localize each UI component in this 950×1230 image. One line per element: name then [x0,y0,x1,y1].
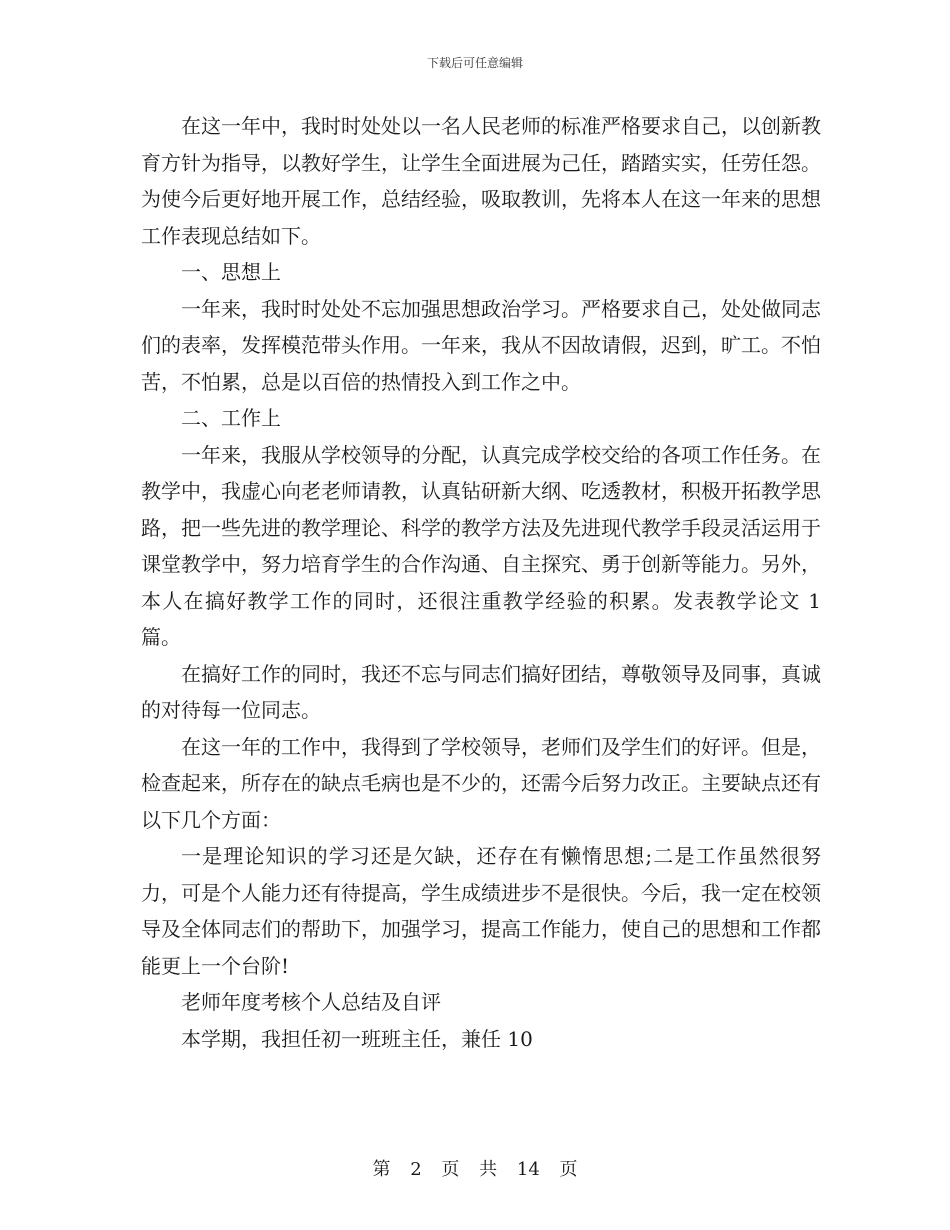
paragraph-thought: 一年来，我时时处处不忘加强思想政治学习。严格要求自己，处处做同志们的表率，发挥模范带头作用。一年来，我从不因故请假，迟到，旷工。不怕苦，不怕累，总是以百倍的热情投入到工作之中。 [141,296,821,394]
page-label-suffix: 页 [559,1159,578,1180]
paragraph-work: 一年来，我服从学校领导的分配，认真完成学校交给的各项工作任务。在教学中，我虚心向老老师请教，认真钻研新大纲、吃透教材，积极开拓教学思路，把一些先进的教学理论、科学的教学方法及先进现代教学手段灵活运用于课堂教学中，努力培育学生的合作沟通、自主探究、勇于创新等能力。另外，本人在搞好教学工作的同时，还很注重教学经验的积累。发表教学论文 1 篇。 [141,442,821,649]
section-title-annual-review: 老师年度考核个人总结及自评 [181,990,441,1014]
paragraph-evaluation: 在这一年的工作中，我得到了学校领导，老师们及学生们的好评。但是，检查起来，所存在的缺点毛病也是不少的，还需今后努力改正。主要缺点还有以下几个方面： [141,734,821,832]
document-body [141,108,821,1057]
page-label-mid: 页 [441,1159,460,1180]
paragraph-shortcomings: 一是理论知识的学习还是欠缺，还存在有懒惰思想;二是工作虽然很努力，可是个人能力还有待提高，学生成绩进步不是很快。今后，我一定在校领导及全体同志们的帮助下，加强学习，提高工作能力，使自己的思想和工作都能更上一个台阶! [141,844,821,978]
section-heading-thought: 一、思想上 [181,260,281,284]
page-total: 14 [516,1159,540,1180]
page-label-prefix: 第 [372,1159,391,1180]
paragraph-intro: 在这一年中，我时时处处以一名人民老师的标准严格要求自己，以创新教育方针为指导，以教好学生，让学生全面进展为己任，踏踏实实，任劳任怨。为使今后更好地开展工作，总结经验，吸取教训，先将本人在这一年来的思想工作表现总结如下。 [141,114,821,248]
page-current: 2 [410,1159,422,1180]
section-heading-work: 二、工作上 [181,406,281,430]
paragraph-semester: 本学期，我担任初一班班主任，兼任 10 [181,1026,533,1051]
header-note: 下载后可任意编辑 [426,56,523,70]
paragraph-unity: 在搞好工作的同时，我还不忘与同志们搞好团结，尊敬领导及同事，真诚的对待每一位同志。 [141,661,821,722]
page-footer [0,1155,950,1181]
page-label-total-prefix: 共 [479,1159,498,1180]
